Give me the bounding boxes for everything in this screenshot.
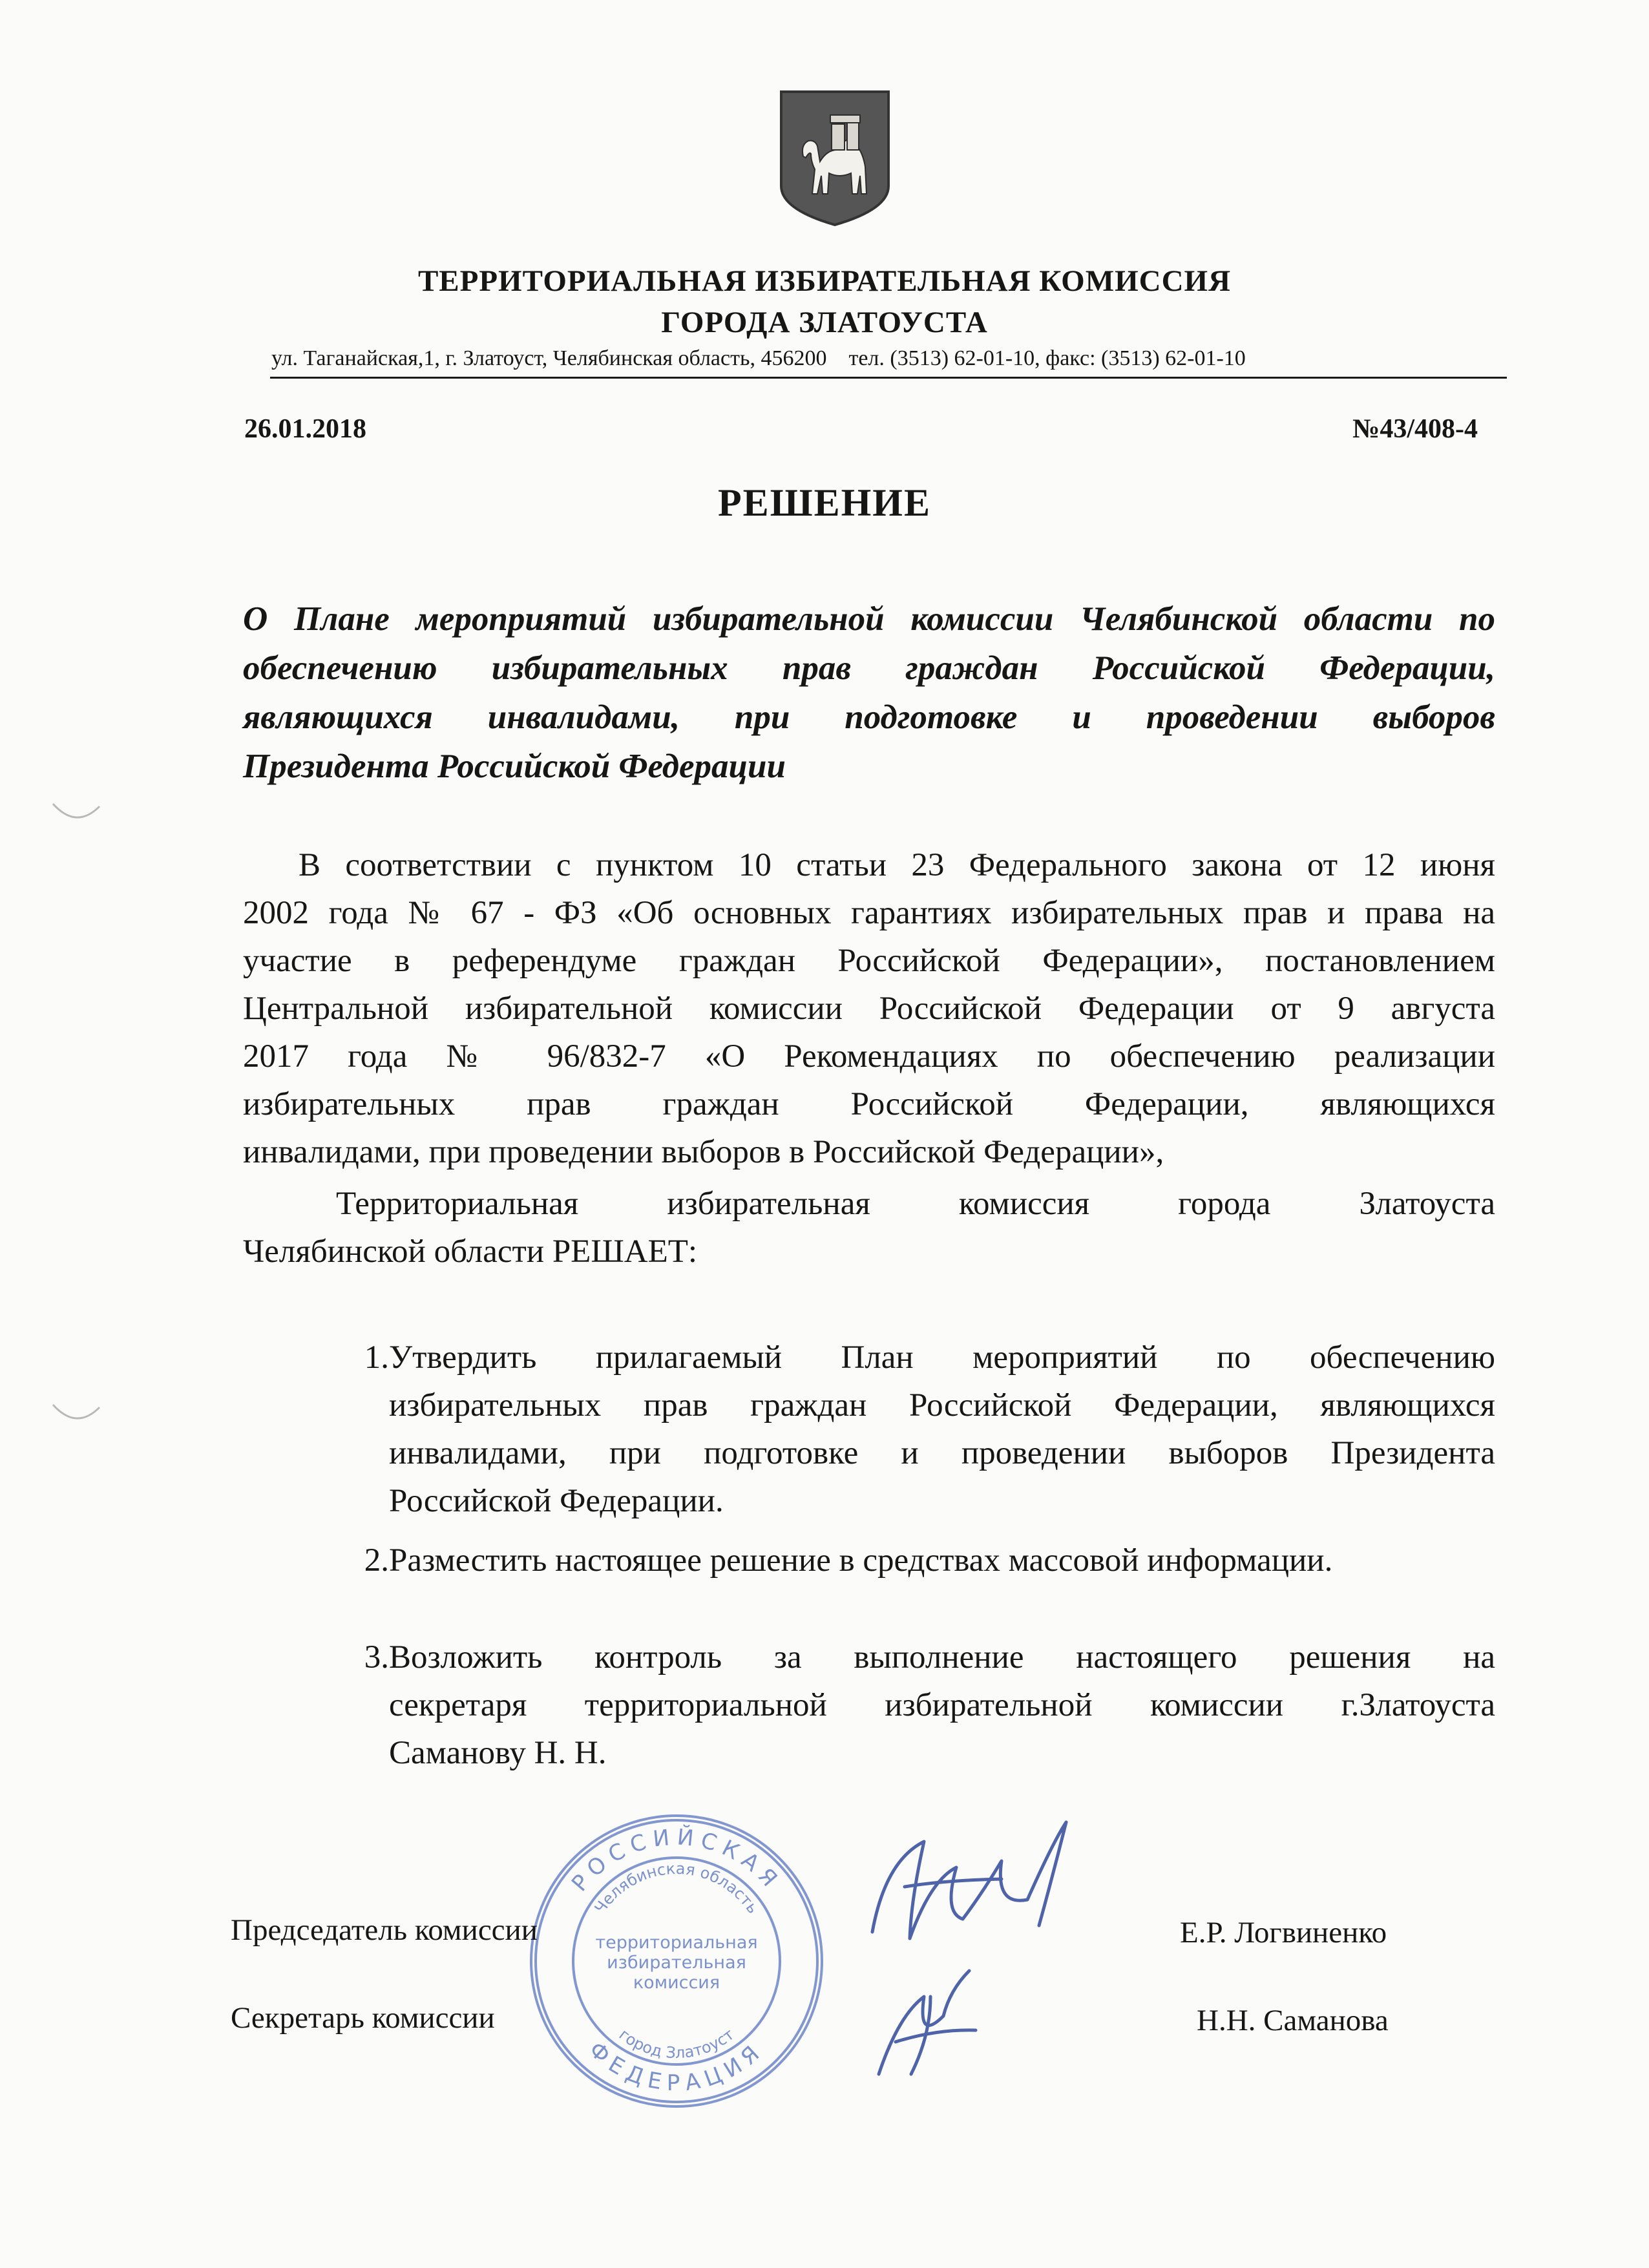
item-number: 3. (364, 1639, 389, 1675)
document-subject (243, 594, 1495, 791)
item-line: Российской Федерации. (389, 1483, 724, 1519)
official-stamp (525, 1809, 828, 2113)
preamble-line: В соответствии с пунктом 10 статьи 23 Федерального закона от 12 июня (299, 847, 1495, 883)
stamp-outer-bottom: ФЕДЕРАЦИЯ (583, 2037, 770, 2097)
resolves-paragraph (243, 1180, 1495, 1276)
hole-punch-mark (50, 800, 102, 826)
organization-name: ТЕРРИТОРИАЛЬНАЯ ИЗБИРАТЕЛЬНАЯ КОМИССИЯ (417, 264, 1232, 298)
stamp-city: город Златоуст (615, 2025, 738, 2063)
stamp-center-line: комиссия (633, 1973, 720, 1993)
secretary-name: Н.Н. Саманова (1197, 2004, 1389, 2037)
item-line: Утвердить прилагаемый План мероприятий по обеспечению (389, 1339, 1495, 1376)
subject-line: О Плане мероприятий избирательной комиссии Челябинской области по (243, 600, 1495, 638)
organization-address: ул. Таганайская,1, г. Златоуст, Челябинская область, 456200 тел. (3513) 62-01-10, факс: (3513) 62-01-10 (271, 346, 1246, 370)
stamp-center-line: территориальная (595, 1933, 758, 1953)
preamble-line: 2017 года № 96/832-7 «О Рекомендациях по обеспечению реализации (243, 1038, 1495, 1075)
item-number: 1. (364, 1339, 389, 1376)
resolves-line: Челябинской области РЕШАЕТ: (243, 1234, 698, 1270)
subject-line: Президента Российской Федерации (243, 748, 786, 785)
item-line: секретаря территориальной избирательной комиссии г.Златоуста (389, 1687, 1495, 1723)
document-number: №43/408-4 (1352, 414, 1478, 444)
document-title: РЕШЕНИЕ (718, 481, 931, 524)
organization-city: ГОРОДА ЗЛАТОУСТА (661, 306, 988, 339)
item-line: Разместить настоящее решение в средствах массовой информации. (389, 1542, 1333, 1579)
hole-punch-mark (50, 1401, 102, 1427)
preamble-line: участие в референдуме граждан Российской Федерации», постановлением (243, 943, 1495, 979)
handwritten-signatures (834, 1803, 1105, 2087)
item-line: инвалидами, при подготовке и проведении выборов Президента (389, 1435, 1495, 1471)
resolves-line: Территориальная избирательная комиссия города Златоуста (336, 1186, 1495, 1222)
document-date: 26.01.2018 (244, 414, 366, 444)
preamble-paragraph (243, 841, 1495, 1176)
header-divider (270, 377, 1507, 379)
svg-text:Челябинская область (591, 1860, 762, 1917)
secretary-title: Секретарь комиссии (231, 2001, 495, 2035)
stamp-region: Челябинская область (591, 1859, 762, 1917)
coat-of-arms-icon (777, 89, 892, 227)
item-line: Саманову Н. Н. (389, 1735, 607, 1771)
stamp-center-line: избирательная (607, 1953, 746, 1973)
item-number: 2. (364, 1542, 389, 1579)
preamble-line: Центральной избирательной комиссии Российской Федерации от 9 августа (243, 991, 1495, 1027)
chair-title: Председатель комиссии (231, 1913, 538, 1947)
subject-line: обеспечению избирательных прав граждан Российской Федерации, (243, 649, 1495, 687)
preamble-line: избирательных прав граждан Российской Федерации, являющихся (243, 1086, 1495, 1122)
item-line: избирательных прав граждан Российской Федерации, являющихся (389, 1387, 1495, 1423)
preamble-line: инвалидами, при проведении выборов в Российской Федерации», (243, 1134, 1164, 1170)
stamp-outer-top: РОССИЙСКАЯ (566, 1824, 786, 1897)
subject-line: являющихся инвалидами, при подготовке и проведении выборов (243, 698, 1495, 736)
preamble-line: 2002 года № 67 - ФЗ «Об основных гарантиях избирательных прав и права на (243, 895, 1495, 931)
item-line: Возложить контроль за выполнение настоящего решения на (389, 1639, 1495, 1675)
chair-name: Е.Р. Логвиненко (1180, 1916, 1387, 1949)
